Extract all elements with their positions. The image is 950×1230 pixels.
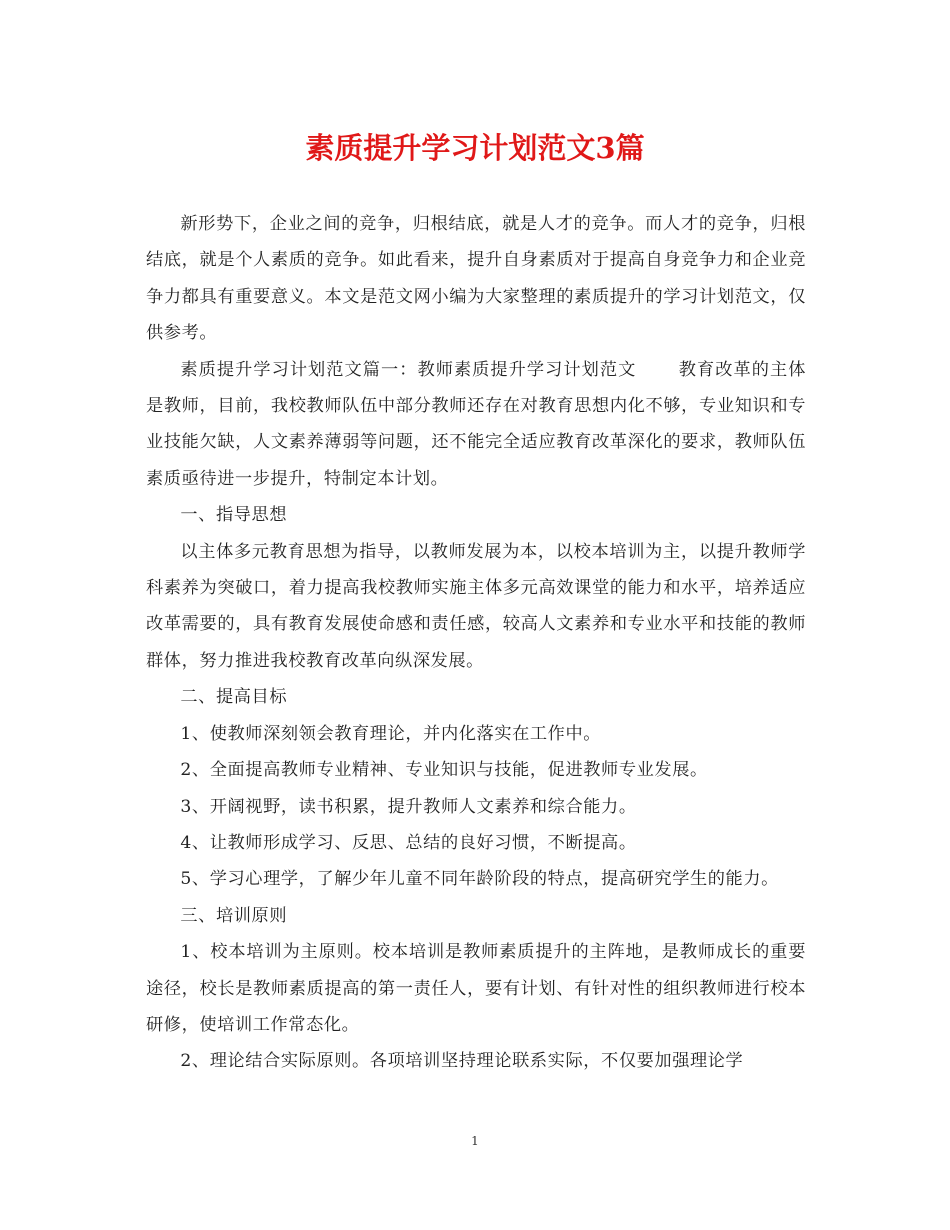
list-item-goal-2: 2、全面提高教师专业精神、专业知识与技能，促进教师专业发展。 xyxy=(180,760,708,781)
list-item-goal-1: 1、使教师深刻领会教育理论，并内化落实在工作中。 xyxy=(180,723,602,744)
document-title: 素质提升学习计划范文3篇 xyxy=(305,131,645,165)
paragraph-guiding-ideology: 以主体多元教育思想为指导，以教师发展为本，以校本培训为主，以提升教师学科素养为突破口，着力提高我校教师实施主体多元高效课堂的能力和水平，培养适应改革需要的，具有教育发展使命感和责任感，较高人文素养和专业水平和技能的教师群体，努力推进我校教育改革向纵深发展。 xyxy=(146,541,806,671)
list-item-principle-2: 2、理论结合实际原则。各项培训坚持理论联系实际，不仅要加强理论学 xyxy=(180,1051,744,1072)
document-body xyxy=(146,206,806,1080)
list-item-goal-5: 5、学习心理学，了解少年儿童不同年龄阶段的特点，提高研究学生的能力。 xyxy=(180,869,779,890)
article-opening: 教育改革的主体是教师，目前，我校教师队伍中部分教师还存在对教育思想内化不够，专业知识和专业技能欠缺，人文素养薄弱等问题，还不能完全适应教育改革深化的要求，教师队伍素质亟待进一步提升，特制定本计划。 xyxy=(146,359,806,489)
heading-principles: 三、培训原则 xyxy=(180,905,288,926)
list-item-principle-1: 1、校本培训为主原则。校本培训是教师素质提升的主阵地，是教师成长的重要途径，校长是教师素质提高的第一责任人，要有计划、有针对性的组织教师进行校本研修，使培训工作常态化。 xyxy=(146,942,806,1035)
article-heading: 素质提升学习计划范文篇一：教师素质提升学习计划范文 xyxy=(180,359,637,380)
paragraph-intro: 新形势下，企业之间的竞争，归根结底，就是人才的竞争。而人才的竞争，归根结底，就是个人素质的竞争。如此看来，提升自身素质对于提高自身竞争力和企业竞争力都具有重要意义。本文是范文网小编为大家整理的素质提升的学习计划范文，仅供参考。 xyxy=(146,214,806,344)
heading-goals: 二、提高目标 xyxy=(180,687,288,708)
paragraph-section-heading xyxy=(146,352,806,498)
page-number: 1 xyxy=(471,1134,479,1148)
list-item-goal-3: 3、开阔视野，读书积累，提升教师人文素养和综合能力。 xyxy=(180,796,637,817)
list-item-goal-4: 4、让教师形成学习、反思、总结的良好习惯，不断提高。 xyxy=(180,832,637,853)
heading-guiding-ideology: 一、指导思想 xyxy=(180,505,288,526)
